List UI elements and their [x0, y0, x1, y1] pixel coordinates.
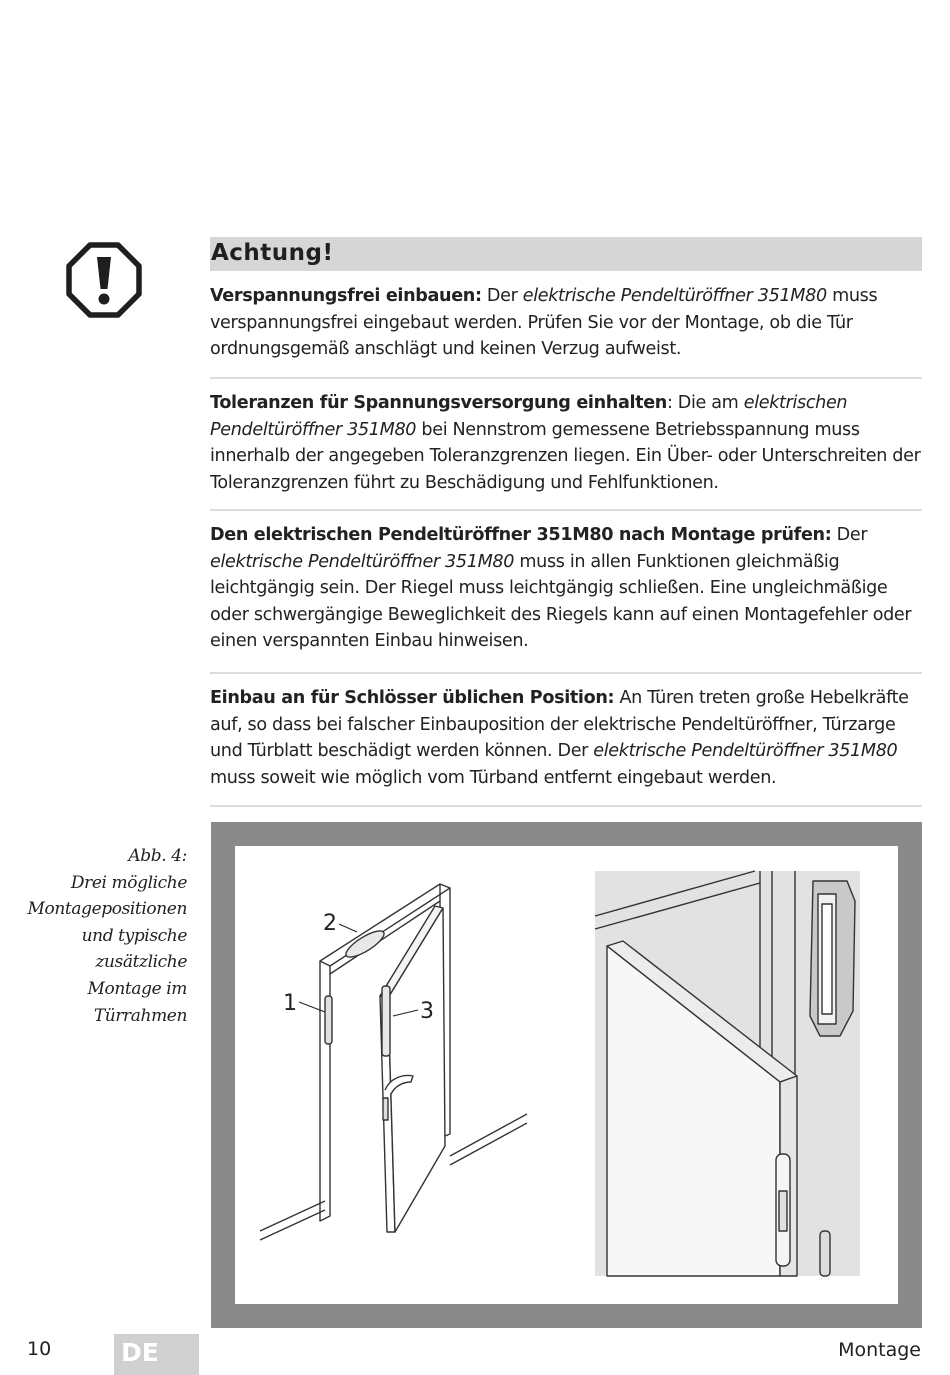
- warning-heading-bar: [210, 237, 922, 271]
- warning-paragraph-1: [210, 283, 922, 363]
- label-1: 1: [283, 991, 297, 1016]
- figure-frame: [211, 822, 922, 1328]
- warning-paragraph-3: [210, 522, 922, 655]
- product-name: elektrische Pendeltüröffner 351M80: [210, 551, 515, 572]
- product-name: elektrische Pendeltüröffner 351M80: [593, 741, 898, 761]
- language-badge: [114, 1334, 199, 1375]
- door-mounting-illustration: [235, 846, 898, 1304]
- figure-caption: [10, 843, 187, 1029]
- caption-line: zusätzliche: [95, 952, 187, 973]
- language-code: DE: [121, 1338, 159, 1367]
- left-door-drawing: [260, 884, 527, 1240]
- paragraph-title: Toleranzen für Spannungsversorgung einhalten: [210, 393, 667, 413]
- caption-line: und typische: [81, 925, 187, 946]
- paragraph-text: muss soweit wie möglich vom Türband entfernt eingebaut werden.: [210, 767, 777, 788]
- footer-section-title: Montage: [838, 1339, 921, 1361]
- paragraph-title: Den elektrischen Pendeltüröffner 351M80 nach Montage prüfen:: [210, 525, 832, 545]
- label-2: 2: [323, 911, 337, 936]
- caption-line: Türrahmen: [93, 1005, 187, 1026]
- warning-paragraph-2: [210, 390, 922, 496]
- product-name: elektrischen Pendeltüröffner 351M80: [210, 393, 848, 440]
- octagon-exclamation-icon: [66, 242, 142, 318]
- paragraph-text: An Türen treten große Hebelkräfte auf, so dass bei falscher Einbauposition der elektrische Pendeltüröffner, Türzarge und Türblatt beschädigt werden können. Der: [210, 688, 909, 761]
- warning-paragraph-4: [210, 685, 922, 791]
- figure-illustration: [235, 846, 898, 1304]
- paragraph-title: Einbau an für Schlösser üblichen Position:: [210, 688, 615, 708]
- paragraph-text: Der: [831, 525, 868, 545]
- section-divider: [210, 805, 922, 807]
- section-divider: [210, 377, 922, 379]
- paragraph-title: Verspannungsfrei einbauen:: [210, 286, 482, 306]
- caption-line: Montagepositionen: [27, 899, 187, 920]
- paragraph-text: muss in allen Funktionen gleichmäßig leichtgängig sein. Der Riegel muss leichtgängig schließen. Eine ungleichmäßige oder schwergängige Beweglichkeit des Riegels kann auf einen Montagefehler oder einen verspannten Einbau hinweisen.: [210, 551, 912, 651]
- section-divider: [210, 672, 922, 674]
- caption-line: Abb. 4:: [128, 846, 187, 866]
- paragraph-text: : Die am: [666, 393, 744, 413]
- product-name: elektrische Pendeltüröffner 351M80: [522, 286, 827, 306]
- caption-line: Montage im: [87, 978, 187, 999]
- label-3: 3: [420, 999, 434, 1024]
- caption-line: Drei mögliche: [70, 872, 187, 893]
- paragraph-text: muss verspannungsfrei eingebaut werden. Prüfen Sie vor der Montage, ob die Tür ordnungsgemäß anschlägt und keinen Verzug aufweist.: [210, 286, 878, 359]
- section-divider: [210, 509, 922, 511]
- right-door-closeup: [595, 871, 860, 1276]
- paragraph-text: bei Nennstrom gemessene Betriebsspannung muss innerhalb der angegeben Toleranzgrenzen liegen. Ein Über- oder Unterschreiten der Toleranzgrenzen führt zu Beschädigung und Fehlfunktionen.: [210, 419, 921, 493]
- warning-heading: Achtung!: [211, 240, 334, 266]
- page-number: 10: [27, 1338, 52, 1360]
- paragraph-text: Der: [481, 286, 523, 306]
